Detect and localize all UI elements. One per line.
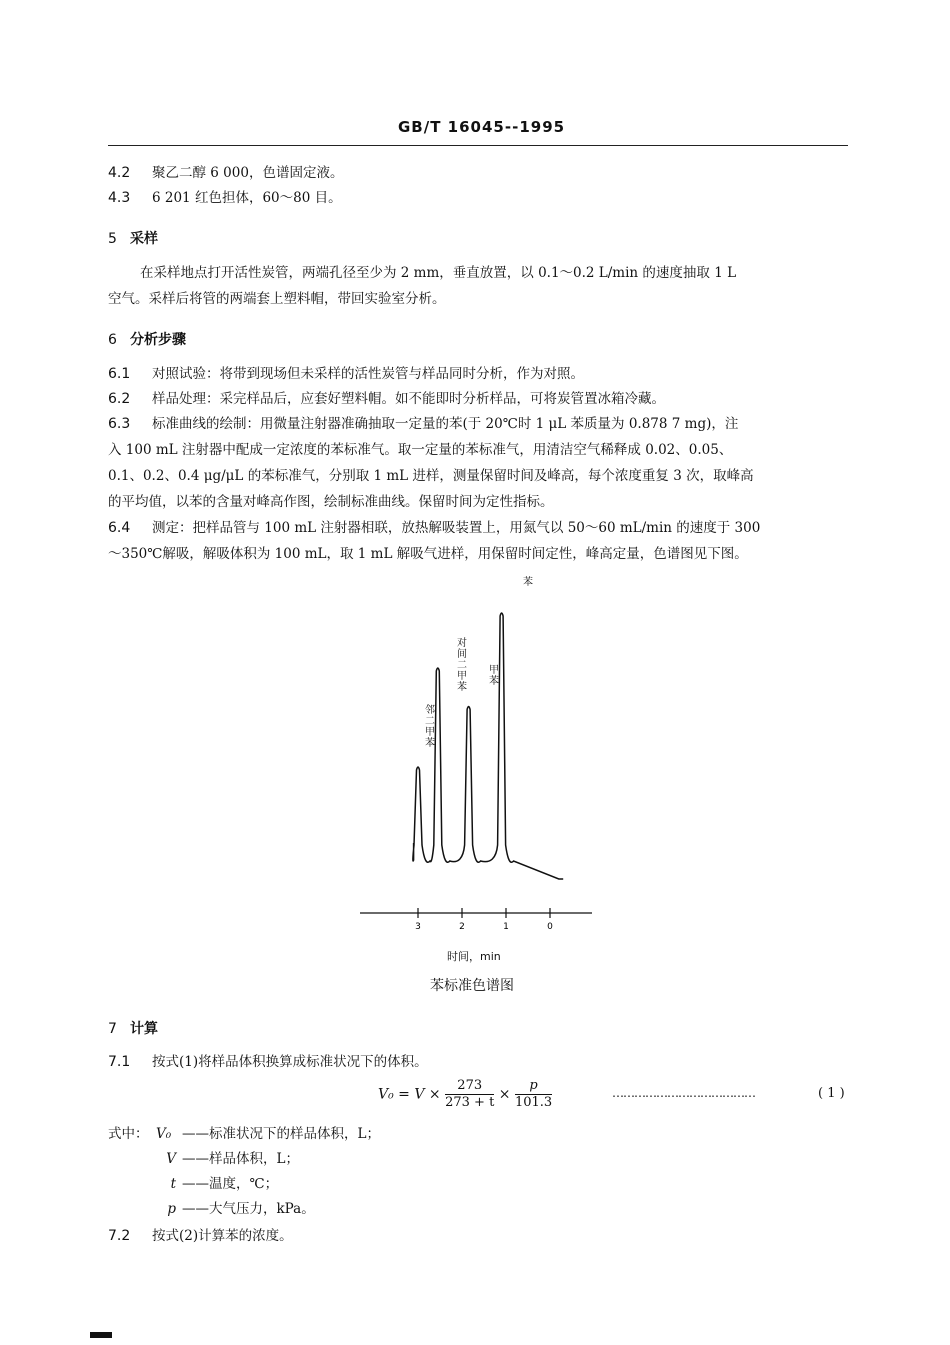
peak-label-toluene: 甲苯 xyxy=(489,665,499,687)
item-6-4 xyxy=(108,518,760,538)
x-tick-label: 2 xyxy=(459,922,465,932)
section5-para-line2: 空气。采样后将管的两端套上塑料帽，带回实验室分析。 xyxy=(108,291,446,307)
item-6-1 xyxy=(108,364,584,384)
x-tick-label: 3 xyxy=(415,922,421,932)
section-title: 采样 xyxy=(130,231,158,247)
item-number: 7.2 xyxy=(108,1228,131,1244)
formula-1 xyxy=(378,1078,552,1111)
section-number: 5 xyxy=(108,231,117,247)
section-heading-6 xyxy=(108,329,186,349)
section5-para-line1: 在采样地点打开活性炭管，两端孔径至少为 2 mm，垂直放置，以 0.1～0.2 L/min 的速度抽取 1 L xyxy=(140,265,737,281)
item-number: 4.3 xyxy=(108,190,131,206)
item-number: 6.1 xyxy=(108,366,131,382)
definition-symbol: V₀ xyxy=(156,1126,172,1142)
definition-row xyxy=(156,1149,299,1169)
item-text: 按式(1)将样品体积换算成标准状况下的体积。 xyxy=(152,1054,428,1070)
item-6-3-line3: 0.1、0.2、0.4 μg/μL 的苯标准气，分别取 1 mL 进样，测量保留时间及峰高，每个浓度重复 3 次，取峰高 xyxy=(108,468,754,484)
item-number: 4.2 xyxy=(108,165,131,181)
fraction-numerator: p xyxy=(515,1078,552,1095)
fraction-denominator: 101.3 xyxy=(514,1095,553,1110)
definition-symbol: t xyxy=(170,1176,176,1192)
fraction-pressure xyxy=(515,1078,552,1111)
times-sign: × xyxy=(498,1086,511,1103)
item-6-4-line2: ～350℃解吸，解吸体积为 100 mL，取 1 mL 解吸气进样，用保留时间定性，峰高定量，色谱图见下图。 xyxy=(108,546,748,562)
definition-row xyxy=(156,1174,278,1194)
section-heading-7 xyxy=(108,1018,158,1038)
chart-title: 苯标准色谱图 xyxy=(430,978,514,994)
item-text: 样品处理：采完样品后，应套好塑料帽。如不能即时分析样品，可将炭管置冰箱冷藏。 xyxy=(152,391,665,407)
section-number: 6 xyxy=(108,332,117,348)
x-tick-label: 0 xyxy=(547,922,553,932)
item-7-1 xyxy=(108,1052,428,1072)
definition-row xyxy=(156,1199,315,1219)
item-4-2 xyxy=(108,163,343,183)
definition-row xyxy=(156,1124,380,1144)
chromatogram xyxy=(340,575,610,955)
page-edge-mark xyxy=(90,1332,112,1338)
item-number: 6.3 xyxy=(108,416,131,432)
item-text: 6 201 红色担体，60～80 目。 xyxy=(152,190,342,206)
item-text: 按式(2)计算苯的浓度。 xyxy=(152,1228,293,1244)
where-label: 式中： xyxy=(108,1126,149,1142)
peak-label-o-xylene: 邻二甲苯 xyxy=(425,705,435,749)
definition-symbol: p xyxy=(167,1201,176,1217)
section-title: 分析步骤 xyxy=(130,332,186,348)
formula-lhs: V₀ = V × xyxy=(378,1086,441,1103)
section-number: 7 xyxy=(108,1021,117,1037)
standard-number: GB/T 16045--1995 xyxy=(398,118,566,136)
item-number: 7.1 xyxy=(108,1054,131,1070)
definition-text: 大气压力，kPa。 xyxy=(209,1201,315,1217)
equation-number: ( 1 ) xyxy=(818,1086,845,1101)
formula-leader: ………………………………… xyxy=(612,1086,755,1100)
peak-label-pm-xylene: 对间二甲苯 xyxy=(457,638,467,693)
header-rule xyxy=(108,145,848,146)
definition-dash: —— xyxy=(182,1176,209,1192)
definition-dash: —— xyxy=(182,1126,209,1142)
peak-label-benzene: 苯 xyxy=(523,577,533,588)
item-7-2 xyxy=(108,1226,293,1246)
item-text: 聚乙二醇 6 000，色谱固定液。 xyxy=(152,165,344,181)
fraction-temperature xyxy=(445,1078,494,1111)
item-number: 6.2 xyxy=(108,391,131,407)
item-text: 测定：把样品管与 100 mL 注射器相联，放热解吸装置上，用氮气以 50～60 mL/min 的速度于 300 xyxy=(152,520,761,536)
chart-xlabel: 时间，min xyxy=(447,950,501,963)
item-text: 对照试验：将带到现场但未采样的活性炭管与样品同时分析，作为对照。 xyxy=(152,366,584,382)
definition-text: 样品体积，L； xyxy=(209,1151,299,1167)
fraction-numerator: 273 xyxy=(445,1078,494,1095)
definition-text: 标准状况下的样品体积，L； xyxy=(209,1126,380,1142)
item-6-3-line2: 入 100 mL 注射器中配成一定浓度的苯标准气。取一定量的苯标准气，用清洁空气稀释成 0.02、0.05、 xyxy=(108,442,733,458)
item-4-3 xyxy=(108,188,342,208)
section-title: 计算 xyxy=(130,1021,158,1037)
definition-dash: —— xyxy=(182,1201,209,1217)
item-number: 6.4 xyxy=(108,520,131,536)
item-6-3-line4: 的平均值，以苯的含量对峰高作图，绘制标准曲线。保留时间为定性指标。 xyxy=(108,494,554,510)
definition-symbol: V xyxy=(166,1151,176,1167)
definition-text: 温度，℃； xyxy=(209,1176,279,1192)
item-text: 标准曲线的绘制：用微量注射器准确抽取一定量的苯(于 20℃时 1 μL 苯质量为 0.878 7 mg)，注 xyxy=(152,416,739,432)
item-6-2 xyxy=(108,389,665,409)
definition-dash: —— xyxy=(182,1151,209,1167)
item-6-3 xyxy=(108,414,738,434)
x-tick-label: 1 xyxy=(503,922,509,932)
section-heading-5 xyxy=(108,228,158,248)
fraction-denominator: 273 + t xyxy=(445,1095,495,1110)
